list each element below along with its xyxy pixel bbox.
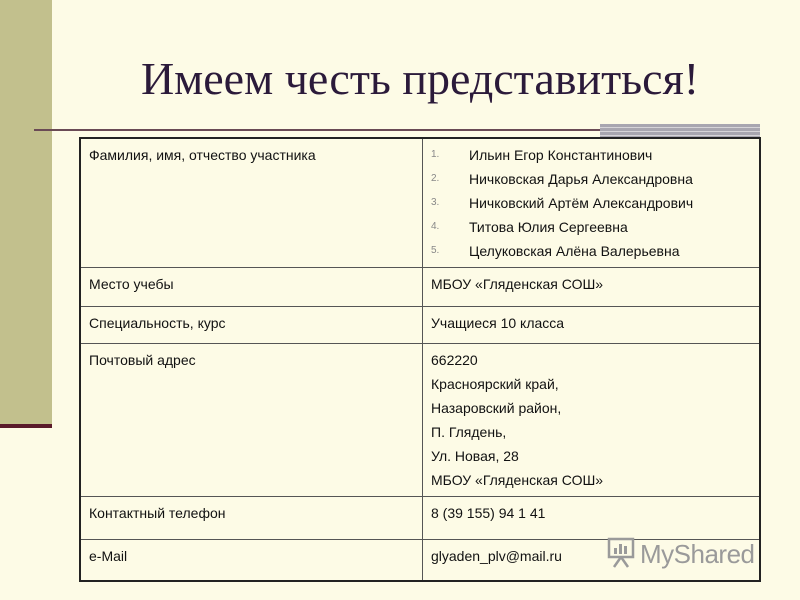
table-row-address (80, 344, 760, 497)
participant-name: Ничковская Дарья Александровна (469, 171, 693, 187)
participants-cell (423, 138, 761, 268)
decor-gray-stripes (600, 124, 760, 138)
list-item (431, 167, 751, 191)
list-number: 2. (431, 173, 440, 184)
study-place-value: МБОУ «Гляденская СОШ» (423, 268, 761, 307)
specialty-label: Специальность, курс (80, 307, 423, 344)
address-line: МБОУ «Гляденская СОШ» (431, 472, 604, 488)
list-number: 4. (431, 221, 440, 232)
presentation-board-icon (606, 535, 636, 574)
table-row-study-place (80, 268, 760, 307)
participant-name: Титова Юлия Сергеевна (469, 219, 628, 235)
email-label: e-Mail (80, 540, 423, 582)
address-line: П. Глядень, (431, 424, 507, 440)
table-row-specialty (80, 307, 760, 344)
study-place-label: Место учебы (80, 268, 423, 307)
side-decor-line (0, 424, 52, 428)
participants-label: Фамилия, имя, отчество участника (80, 138, 423, 268)
address-line: Красноярский край, (431, 376, 559, 392)
slide-title: Имеем честь представиться! (140, 53, 700, 104)
list-item (431, 239, 751, 263)
address-label: Почтовый адрес (80, 344, 423, 497)
watermark-text: MyShared (640, 538, 755, 569)
list-number: 5. (431, 245, 440, 256)
phone-value: 8 (39 155) 94 1 41 (423, 497, 761, 540)
list-item (431, 143, 751, 167)
address-line: Ул. Новая, 28 (431, 448, 519, 464)
address-line: Назаровский район, (431, 400, 562, 416)
info-table (79, 137, 761, 582)
list-item (431, 191, 751, 215)
address-line: 662220 (431, 352, 478, 368)
list-number: 1. (431, 149, 440, 160)
address-cell (423, 344, 761, 497)
participant-name: Ничковский Артём Александрович (469, 195, 694, 211)
participant-name: Ильин Егор Константинович (469, 147, 653, 163)
table-row-participants (80, 138, 760, 268)
watermark (606, 536, 766, 572)
table-row-phone (80, 497, 760, 540)
participants-list (431, 143, 751, 263)
participant-name: Целуковская Алёна Валерьевна (469, 243, 680, 259)
list-number: 3. (431, 197, 440, 208)
list-item (431, 215, 751, 239)
specialty-value: Учащиеся 10 класса (423, 307, 761, 344)
phone-label: Контактный телефон (80, 497, 423, 540)
email-value: glyaden_plv@mail.ru (423, 540, 761, 582)
